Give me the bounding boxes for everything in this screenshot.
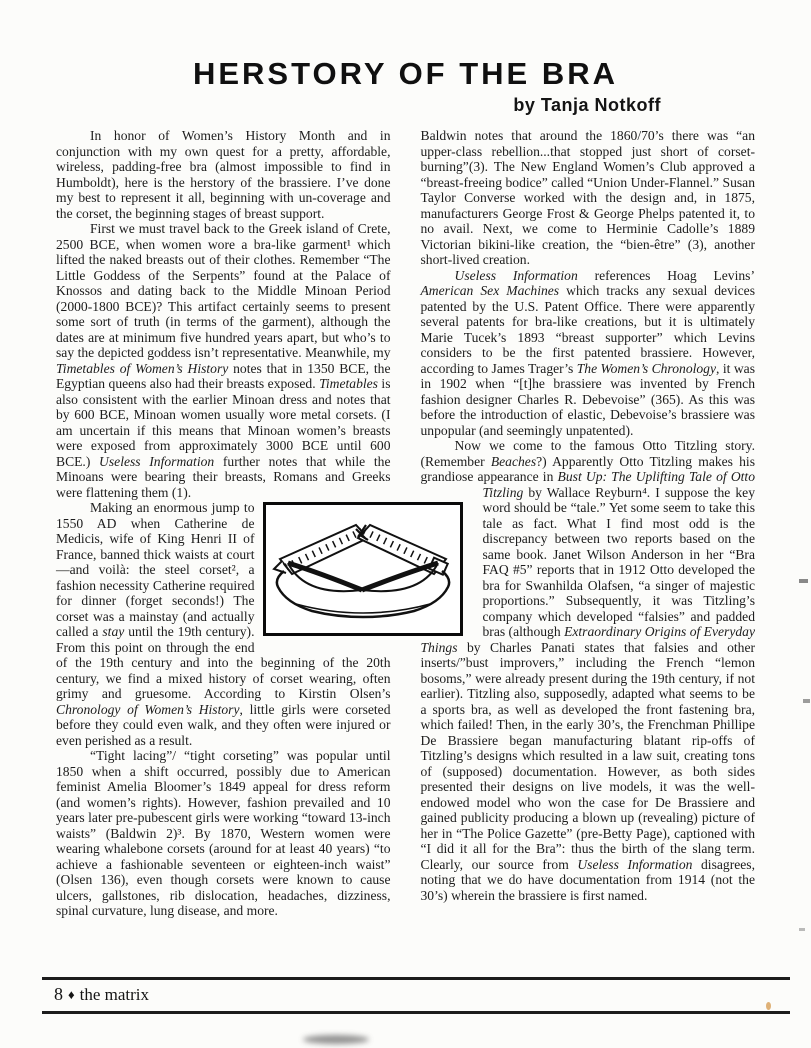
text-run: , it was in 1902 when “[t]he brassiere was invented by French fashion designer Charles R. Debevoise” (365). As this was before the introduction of elastic, Debevoise’s brassiere was unpopular (and seemingly unpatented). <box>420 360 755 438</box>
italic-text-run: Useless Information <box>99 453 215 469</box>
scan-color-speck <box>766 1002 771 1010</box>
italic-text-run: Chronology of Women’s History <box>56 701 240 717</box>
byline: by Tanja Notkoff <box>513 95 661 115</box>
right-column <box>421 128 756 919</box>
text-run: Now we come to the famous Otto Titzling story. (Remember <box>420 438 755 469</box>
page-footer <box>42 977 790 1014</box>
text-run: disagrees, noting that we do have documentation from 1914 (not the 30’s) wherein the brassiere is first named. <box>420 856 755 903</box>
text-run: In honor of Women’s History Month and in conjunction with my own quest for a pretty, affordable, wireless, padding-free bra (almost impossible to find in Humboldt), here is the herstory of the brassiere. I’ve done my best to represent it all, beginning with un-coverage and the corset, the beginning stages of breast support. <box>56 128 391 221</box>
italic-text-run: Bust Up: The Uplifting Tale of <box>557 469 731 484</box>
diamond-icon: ♦ <box>68 987 75 1002</box>
italic-text-run: Otto Titzling <box>482 469 755 500</box>
italic-text-run: Timetables of Women’s History <box>56 360 229 376</box>
text-run: is also consistent with the earlier Minoan dress and notes that by 600 BCE, Minoan women usually wore metal corsets. (I am uncertain if this means that Minoan women’s breasts were exposed from approximately 3000 BCE until 600 BCE.) <box>56 376 391 469</box>
paragraph <box>421 128 756 268</box>
scan-edge-mark <box>799 928 805 931</box>
text-run: notes that in 1350 BCE, the Egyptian queens also had their breasts exposed. <box>56 360 391 391</box>
article-title: HERSTORY OF THE BRA <box>192 56 619 91</box>
text-run: ?) Apparently Otto Titzling makes his grandiose appearance in <box>420 453 755 484</box>
scan-edge-mark <box>799 579 808 583</box>
text-run: references Hoag Levins’ <box>577 267 755 283</box>
paragraph <box>421 268 756 439</box>
text-run: by Wallace Reyburn⁴. I suppose the key word should be “tale.” Yet some seem to take this tale as fact. What I find most odd is the discrepancy between two reports based on the same book. Janet Wilson Anderson in her “Bra FAQ #5” reports that in 1912 Otto developed the bra for Swanhilda Olafsen, “a singer of majestic proportions.” Subsequently, it was Titzling’s company which developed “falsies” and padded bras (although <box>482 484 755 639</box>
text-run: Baldwin notes that around the 1860/70’s there was “an upper-class rebellion...that stopped just short of corset-burning”(3). The New England Women’s Club approved a “breast-freeing bodice” called “Union Under-Flannel.” Susan Taylor Converse worked with the design and, in 1875, manufacturers George Frost & George Phelps patented it, to no avail. Next, we come to Herminie Cadolle’s 1889 Victorian bikini-like creation, the “bien-être” (3), another short-lived creation. <box>420 128 755 267</box>
italic-text-run: Useless Information <box>577 856 693 872</box>
text-run: further notes that while the Minoans were bearing their breasts, Romans and Greeks were flattening them (1). <box>56 453 391 500</box>
paragraph <box>56 128 391 221</box>
paragraph <box>56 748 391 919</box>
text-run: Making an enormous jump to 1550 AD when Catherine de Medicis, wife of King Henri II of France, banned thick waists at court—and voilà: the steel corset², a fashion necessity Catherine required for dinner (forget seconds!) The corset was a mainstay (and actually called a <box>56 500 255 639</box>
italic-text-run: stay <box>102 624 125 639</box>
text-run: First we must travel back to the Greek island of Crete, 2500 BCE, when women wore a bra-like garment¹ which lifted the naked breasts out of their clothes. Remember “The Little Goddess of the Serpents” found at the Palace of Knossos and dating back to the Middle Minoan Period (2000-1800 BCE)? This artifact certainly seems to present some sort of truth (in terms of the garment), although the dates are at minimum five hundred years apart, but who’s to say the depicted goddess isn’t representative. Meanwhile, my <box>56 221 391 360</box>
left-column <box>56 128 391 919</box>
page-number: 8 <box>54 984 63 1004</box>
italic-text-run: Timetables <box>319 376 378 391</box>
article-body <box>0 116 811 919</box>
paragraph <box>56 221 391 500</box>
paragraph <box>56 500 391 748</box>
text-run: by Charles Panati states that falsies and other inserts/”bust improvers,” including the French “lemon bosoms,” were already present during the 19th century, if not earlier). Titzling also, supposedly, adapted what seems to be a sports bra, as well as developed the front fastening bra, which failed! Then, in the early 30’s, the Frenchman Phillipe De Brassiere began manufacturing blatant rip-offs of Titzling’s designs which resulted in a law suit, creating tons of (supposed) documentation. However, as both sides presented their designs on live models, it was the well-endowed model who won the case for De Brassiere and gained publicity producing a blown up (revealing) picture of her in “The Police Gazette” (pre-Betty Page), captioned with “I did it all for the Bra”: thus the birth of the slang term. Clearly, our source from <box>420 639 755 872</box>
paragraph <box>421 438 756 903</box>
scan-edge-mark <box>803 699 810 703</box>
masthead <box>0 0 811 116</box>
text-run: until the 19th century). From this point on through the end of the 19th century and into the beginning of the 20th century, we find a mixed history of corset wearing, often grimy and gruesome. According to Kirstin Olsen’s <box>56 624 391 701</box>
illustration-wrap-spacer <box>421 485 483 635</box>
text-run: , little girls were corseted before they could even walk, and they often were injured or even perished as a result. <box>56 701 391 748</box>
italic-text-run: Useless Information <box>454 267 578 283</box>
scan-smudge <box>303 1035 369 1044</box>
italic-text-run: American Sex Machines <box>420 283 560 298</box>
text-run: “Tight lacing”/ “tight corseting” was popular until 1850 when a shift occurred, possibly due to American feminist Amelia Bloomer’s 1849 appeal for dress reform (and women’s rights). However, fashion prevailed and 10 years later pre-pubescent girls were working “toward 13-inch waists” (Baldwin 2)³. By 1870, Western women were wearing whalebone corsets (around for at least 40 years) “to achieve a fashionable seventeen or eighteen-inch waist” (Olsen 136), even though corsets were known to cause ulcers, gallstones, rib dislocation, headaches, dizziness, spinal curvature, lung disease, and more. <box>56 748 391 918</box>
italic-text-run: Extraordinary Origins of Everyday Things <box>420 624 755 655</box>
italic-text-run: Beaches <box>490 453 537 469</box>
publication-name: the matrix <box>79 985 150 1004</box>
italic-text-run: The Women’s Chronology <box>576 360 717 376</box>
text-run: which tracks any sexual devices patented by the U.S. Patent Office. There were apparently several patents for bra-like creations, but it is ultimately Marie Tucek’s 1893 “breast supporter” which Levins considers to be the first patented brassiere. However, according to James Trager’s <box>420 283 755 376</box>
